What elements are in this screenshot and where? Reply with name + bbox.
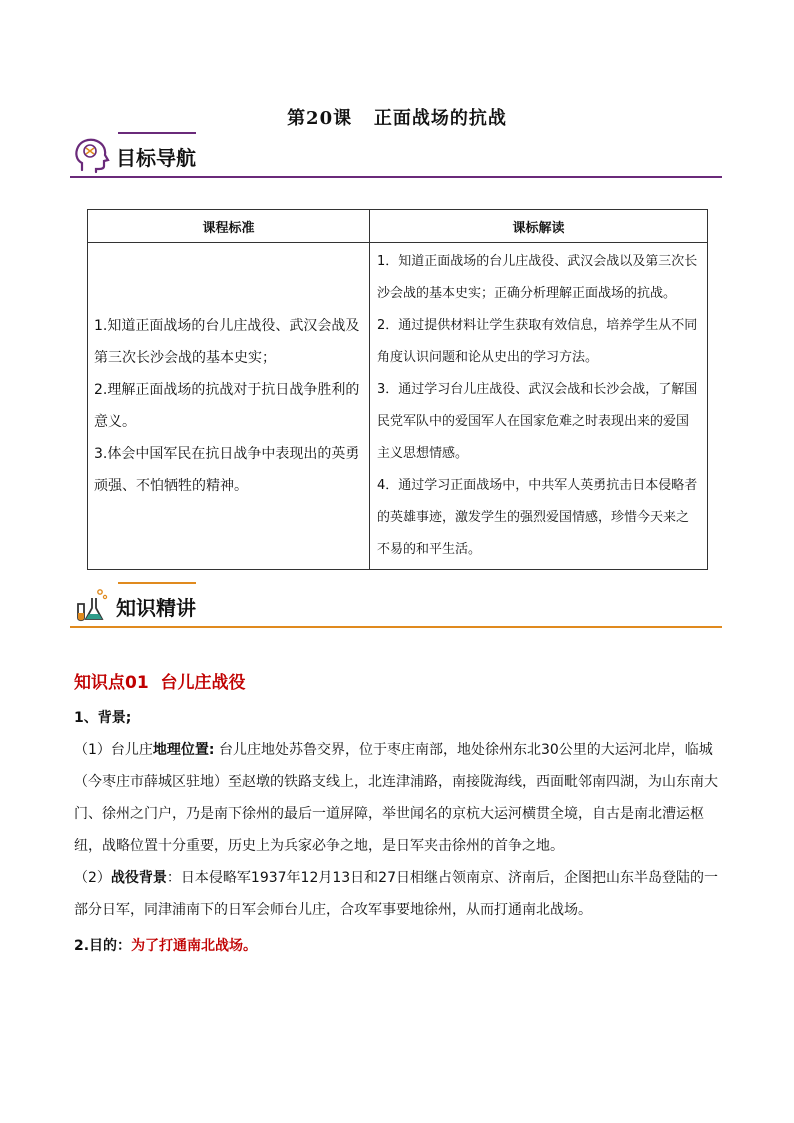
- head-brain-icon: [72, 136, 110, 174]
- table-header-interpretation: 课标解读: [370, 210, 708, 243]
- table-header-standards: 课程标准: [88, 210, 370, 243]
- interpretation-item: 2．通过提供材料让学生获取有效信息，培养学生从不同角度认识问题和论从史出的学习方法。: [377, 318, 698, 365]
- knowledge-body: [74, 702, 724, 962]
- paragraph-campaign-background: [74, 862, 724, 926]
- paragraph-prefix: （2）: [74, 870, 111, 886]
- paragraph-text: 台儿庄地处苏鲁交界，位于枣庄南部，地处徐州东北30公里的大运河北岸，临城（今枣庄市薛城区驻地）至赵墩的铁路支线上，北连津浦路，南接陇海线，西面毗邻南四湖，为山东南大门、徐州之门户，乃是南下徐州的最后一道屏障，举世闻名的京杭大运河横贯全境，自古是南北漕运枢纽，战略位置十分重要，历史上为兵家必争之地，是日军夹击徐州的首争之地。: [74, 742, 718, 854]
- standards-cell: [88, 243, 370, 570]
- section-label: 目标导航: [116, 146, 196, 170]
- knowledge-point-title: 知识点01 台儿庄战役: [74, 673, 246, 693]
- paragraph-keyword: 地理位置:: [152, 742, 215, 758]
- section-divider: [70, 176, 722, 178]
- purpose-label: 2.目的：: [74, 938, 132, 954]
- lab-flask-icon: [72, 586, 110, 624]
- standard-item: 2.理解正面战场的抗战对于抗日战争胜利的意义。: [94, 382, 360, 430]
- purpose-text: 为了打通南北战场。: [131, 938, 258, 954]
- section-label: 知识精讲: [116, 596, 196, 620]
- paragraph-location: [74, 734, 724, 862]
- interpretation-item: 3．通过学习台儿庄战役、武汉会战和长沙会战，了解国民党军队中的爱国军人在国家危难之时表现出来的爱国主义思想情感。: [377, 382, 698, 461]
- section-header-knowledge: [70, 582, 722, 628]
- purpose-line: [74, 930, 724, 962]
- curriculum-table: [87, 209, 708, 570]
- header-accent-line: [118, 582, 196, 584]
- page-title: 第20课 正面战场的抗战: [287, 108, 507, 129]
- background-heading: 1、背景;: [74, 710, 132, 726]
- header-accent-line: [118, 132, 196, 134]
- interpretation-item: 4．通过学习正面战场中，中共军人英勇抗击日本侵略者的英雄事迹，激发学生的强烈爱国情感，珍惜今天来之不易的和平生活。: [377, 478, 698, 557]
- paragraph-text: ：日本侵略军1937年12月13日和27日相继占领南京、济南后，企图把山东半岛登陆的一部分日军，同津浦南下的日军会师台儿庄，合攻军事要地徐州，从而打通南北战场。: [74, 870, 718, 918]
- section-header-objectives: [70, 132, 722, 178]
- paragraph-prefix: （1）台儿庄: [74, 742, 153, 758]
- interpretation-item: 1．知道正面战场的台儿庄战役、武汉会战以及第三次长沙会战的基本史实；正确分析理解正面战场的抗战。: [377, 254, 698, 301]
- standard-item: 3.体会中国军民在抗日战争中表现出的英勇顽强、不怕牺牲的精神。: [94, 446, 360, 494]
- interpretation-cell: [370, 243, 708, 570]
- standard-item: 1.知道正面战场的台儿庄战役、武汉会战及第三次长沙会战的基本史实；: [94, 318, 360, 366]
- paragraph-keyword: 战役背景: [110, 870, 167, 886]
- section-divider: [70, 626, 722, 628]
